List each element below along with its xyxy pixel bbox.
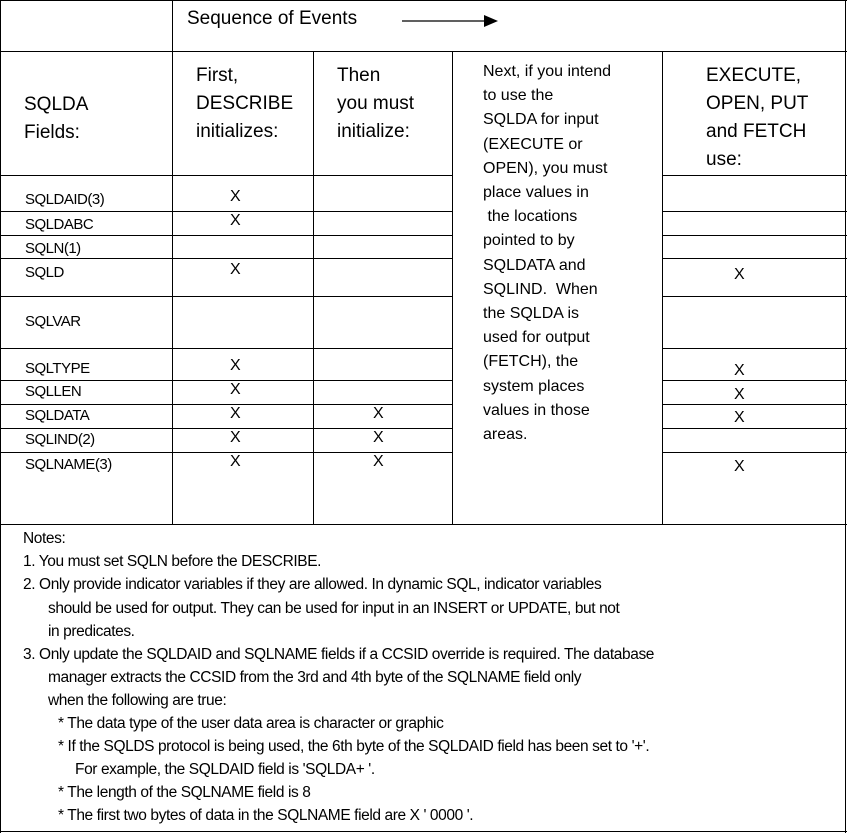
note-3-bullet: * The length of the SQLNAME field is 8 <box>58 784 311 801</box>
row-rule <box>0 452 452 453</box>
use-row-rule <box>662 380 847 381</box>
describe-mark-sqldata: X <box>230 405 241 422</box>
use-row-rule <box>662 258 847 259</box>
row-rule <box>0 296 452 297</box>
use-row-rule <box>662 211 847 212</box>
sequence-of-events-label: Sequence of Events <box>187 8 358 29</box>
field-sqlvar: SQLVAR <box>25 313 81 330</box>
note-3-cont: when the following are true: <box>48 692 227 709</box>
then-mark-sqlname: X <box>373 453 384 470</box>
use-row-rule <box>662 296 847 297</box>
row-rule <box>0 404 452 405</box>
field-sqlname: SQLNAME(3) <box>25 456 112 473</box>
use-mark-sqllen: X <box>734 386 745 403</box>
use-row-rule <box>662 235 847 236</box>
note-2-cont: should be used for output. They can be used for input in an INSERT or UPDATE, but not <box>48 600 620 617</box>
divider-then-left <box>313 52 314 524</box>
row-rule <box>0 258 452 259</box>
note-3-cont: manager extracts the CCSID from the 3rd and 4th byte of the SQLNAME field only <box>48 669 582 686</box>
describe-mark-sqllen: X <box>230 381 241 398</box>
row-rule <box>0 380 452 381</box>
use-row-rule <box>662 175 847 176</box>
use-mark-sqlname: X <box>734 458 745 475</box>
use-mark-sqltype: X <box>734 362 745 379</box>
describe-mark-sqltype: X <box>230 357 241 374</box>
describe-mark-sqldaid: X <box>230 188 241 205</box>
note-3-bullet: * If the SQLDS protocol is being used, the 6th byte of the SQLDAID field has been set to '+'. <box>58 738 650 755</box>
use-row-rule <box>662 452 847 453</box>
use-row-rule <box>662 404 847 405</box>
heading-then-initialize: Then you must initialize: <box>337 65 415 142</box>
field-sqln: SQLN(1) <box>25 240 81 257</box>
row-rule <box>0 428 452 429</box>
describe-mark-sqldabc: X <box>230 212 241 229</box>
field-sqldaid: SQLDAID(3) <box>25 191 105 208</box>
frame-top <box>0 0 847 1</box>
row-rule <box>0 211 452 212</box>
describe-mark-sqld: X <box>230 261 241 278</box>
field-sqllen: SQLLEN <box>25 383 82 400</box>
field-sqldabc: SQLDABC <box>25 216 94 233</box>
describe-mark-sqlname: X <box>230 453 241 470</box>
note-3-bullet-cont: For example, the SQLDAID field is 'SQLDA+ '. <box>75 761 375 778</box>
then-mark-sqldata: X <box>373 405 384 422</box>
notes-rule <box>0 524 847 525</box>
heading-sqlda-fields: SQLDA Fields: <box>24 94 89 143</box>
field-sqld: SQLD <box>25 264 64 281</box>
frame-bottom <box>0 831 847 832</box>
use-row-rule <box>662 348 847 349</box>
use-mark-sqldata: X <box>734 409 745 426</box>
note-3: 3. Only update the SQLDAID and SQLNAME fields if a CCSID override is required. The database <box>23 646 655 663</box>
frame-left <box>0 0 1 833</box>
use-row-rule <box>662 428 847 429</box>
heading-execute-open-put-fetch-use: EXECUTE, OPEN, PUT and FETCH use: <box>706 65 809 170</box>
field-sqlind: SQLIND(2) <box>25 431 95 448</box>
note-3-bullet: * The data type of the user data area is character or graphic <box>58 715 444 732</box>
row-rule <box>0 175 452 176</box>
note-2-cont: in predicates. <box>48 623 135 640</box>
frame-right <box>845 0 846 833</box>
row-rule <box>0 348 452 349</box>
note-1: 1. You must set SQLN before the DESCRIBE. <box>23 553 322 570</box>
note-2: 2. Only provide indicator variables if they are allowed. In dynamic SQL, indicator variables <box>23 576 602 593</box>
arrow-right-icon <box>400 14 500 28</box>
divider-next-left <box>452 52 453 524</box>
heading-describe-initializes: First, DESCRIBE initializes: <box>196 65 294 142</box>
then-mark-sqlind: X <box>373 429 384 446</box>
field-sqltype: SQLTYPE <box>25 360 90 377</box>
use-mark-sqld: X <box>734 266 745 283</box>
row-rule <box>0 235 452 236</box>
header-rule <box>0 51 847 52</box>
describe-mark-sqlind: X <box>230 429 241 446</box>
note-3-bullet: * The first two bytes of data in the SQLNAME field are X ' 0000 '. <box>58 807 474 824</box>
field-sqldata: SQLDATA <box>25 407 90 424</box>
notes-title: Notes: <box>23 530 66 547</box>
next-input-output-explanation: Next, if you intend to use the SQLDA for input (EXECUTE or OPEN), you must place values in the locations pointed to by SQLDATA and SQLIND. When the SQLDA is used for output (FETCH), the system places values in those areas. <box>483 63 612 444</box>
divider-use-left <box>662 52 663 524</box>
divider-describe-left <box>172 0 173 524</box>
